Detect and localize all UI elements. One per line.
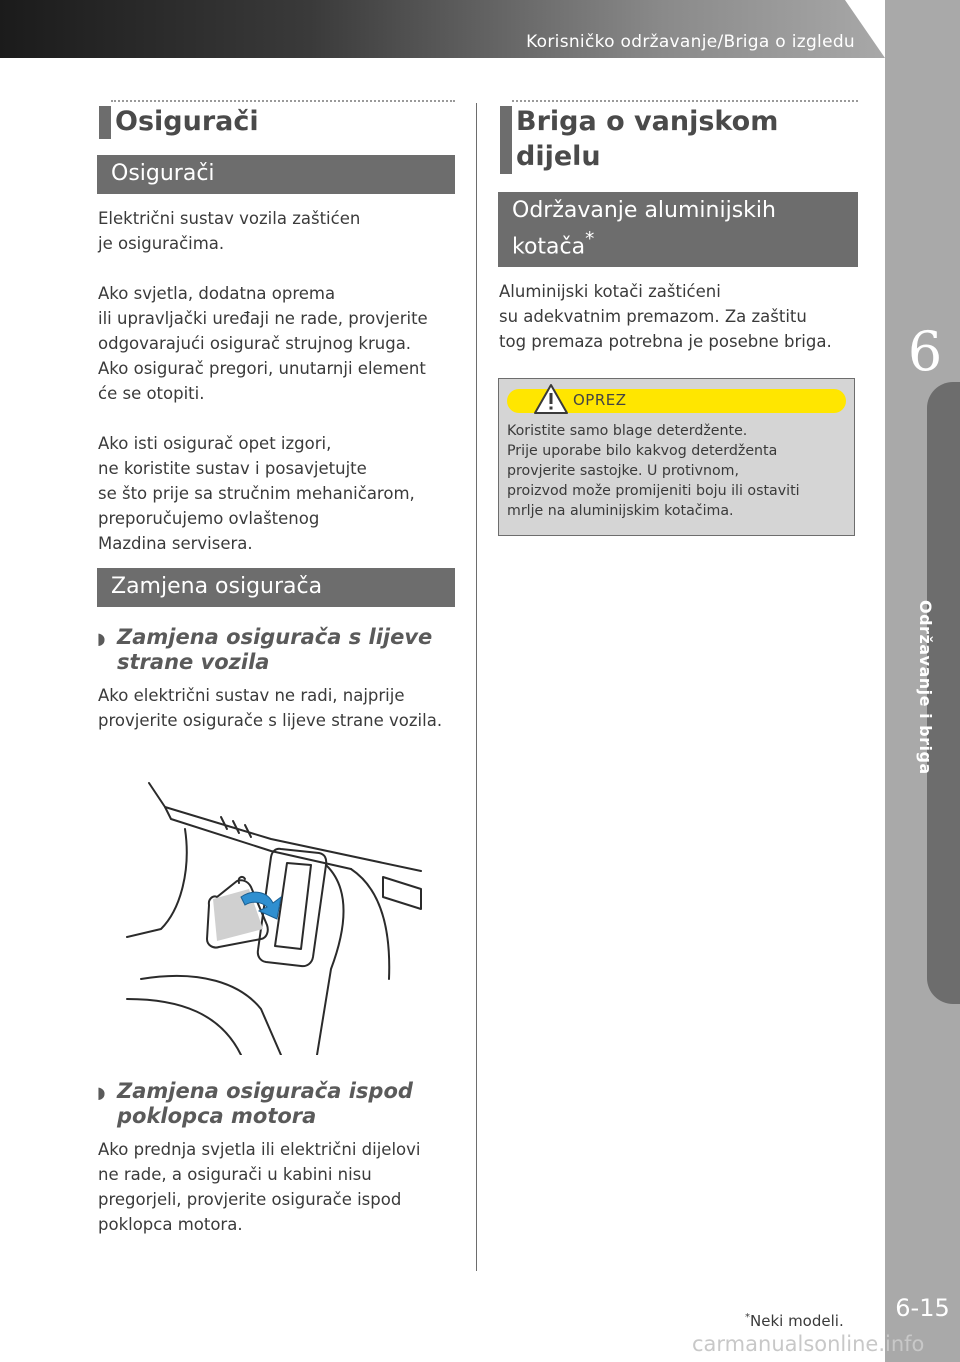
- watermark: carmanualsonline.info: [692, 1332, 925, 1356]
- paragraph: Ako električni sustav ne radi, najprije provjerite osigurače s lijeve strane vozila.: [98, 685, 443, 730]
- subsection-title-fuses: Osigurači: [97, 155, 455, 194]
- section-title-fuses: Osigurači: [97, 102, 455, 145]
- caution-header: [507, 389, 846, 413]
- caution-text: Koristite samo blage deterdžente. Prije uporabe bilo kakvog deterdženta provjerite sastojke. U protivnom, proizvod može promijeniti boju ili ostaviti mrlje na aluminijskim kotačima.: [507, 423, 800, 520]
- bullet-marker-icon: ◗: [97, 628, 106, 648]
- paragraph: Ako svjetla, dodatna oprema ili upravljački uređaji ne rade, provjerite odgovarajući osigurač strujnog kruga. Ako osigurač pregori, unutarnji element će se otopiti.: [98, 283, 428, 403]
- subsection-title-aluminum-wheels: Održavanje aluminijskih kotača*: [498, 192, 858, 267]
- header-bar: [0, 0, 885, 58]
- heading-left-side-fuses: ◗ Zamjena osigurača s lijeve strane vozila: [97, 624, 433, 674]
- section-title-exterior-care: Briga o vanjskom dijelu: [498, 102, 858, 180]
- chapter-sidebar: [885, 0, 960, 1362]
- chapter-title: Održavanje i briga: [916, 600, 935, 775]
- paragraph: Električni sustav vozila zaštićen je osiguračima.: [98, 208, 361, 253]
- page-number: 6-15: [895, 1294, 950, 1322]
- heading-under-hood-fuses: ◗ Zamjena osigurača ispod poklopca motora: [97, 1078, 413, 1128]
- paragraph: Aluminijski kotači zaštićeni su adekvatnim premazom. Za zaštitu tog premaza potrebna je posebne briga.: [499, 282, 832, 352]
- left-column: [97, 100, 455, 1237]
- header-title: Korisničko održavanje/Briga o izgledu: [526, 32, 855, 52]
- column-divider: [476, 103, 477, 1271]
- caution-label: OPREZ: [573, 391, 627, 410]
- footnote: *Neki modeli.: [745, 1312, 844, 1330]
- fuse-panel-illustration: [121, 779, 429, 1055]
- right-column: [498, 100, 858, 536]
- warning-triangle-icon: [533, 383, 569, 415]
- caution-box: [498, 378, 855, 536]
- paragraph: Ako isti osigurač opet izgori, ne koristite sustav i posavjetujte se što prije sa stručnim mehaničarom, preporučujemo ovlaštenog Mazdina servisera.: [98, 433, 415, 553]
- chapter-number: 6: [907, 320, 943, 383]
- bullet-marker-icon: ◗: [97, 1082, 106, 1102]
- paragraph: Ako prednja svjetla ili električni dijelovi ne rade, a osigurači u kabini nisu pregorjeli, provjerite osigurače ispod poklopca motora.: [98, 1139, 421, 1234]
- subsection-title-fuse-replacement: Zamjena osigurača: [97, 568, 455, 607]
